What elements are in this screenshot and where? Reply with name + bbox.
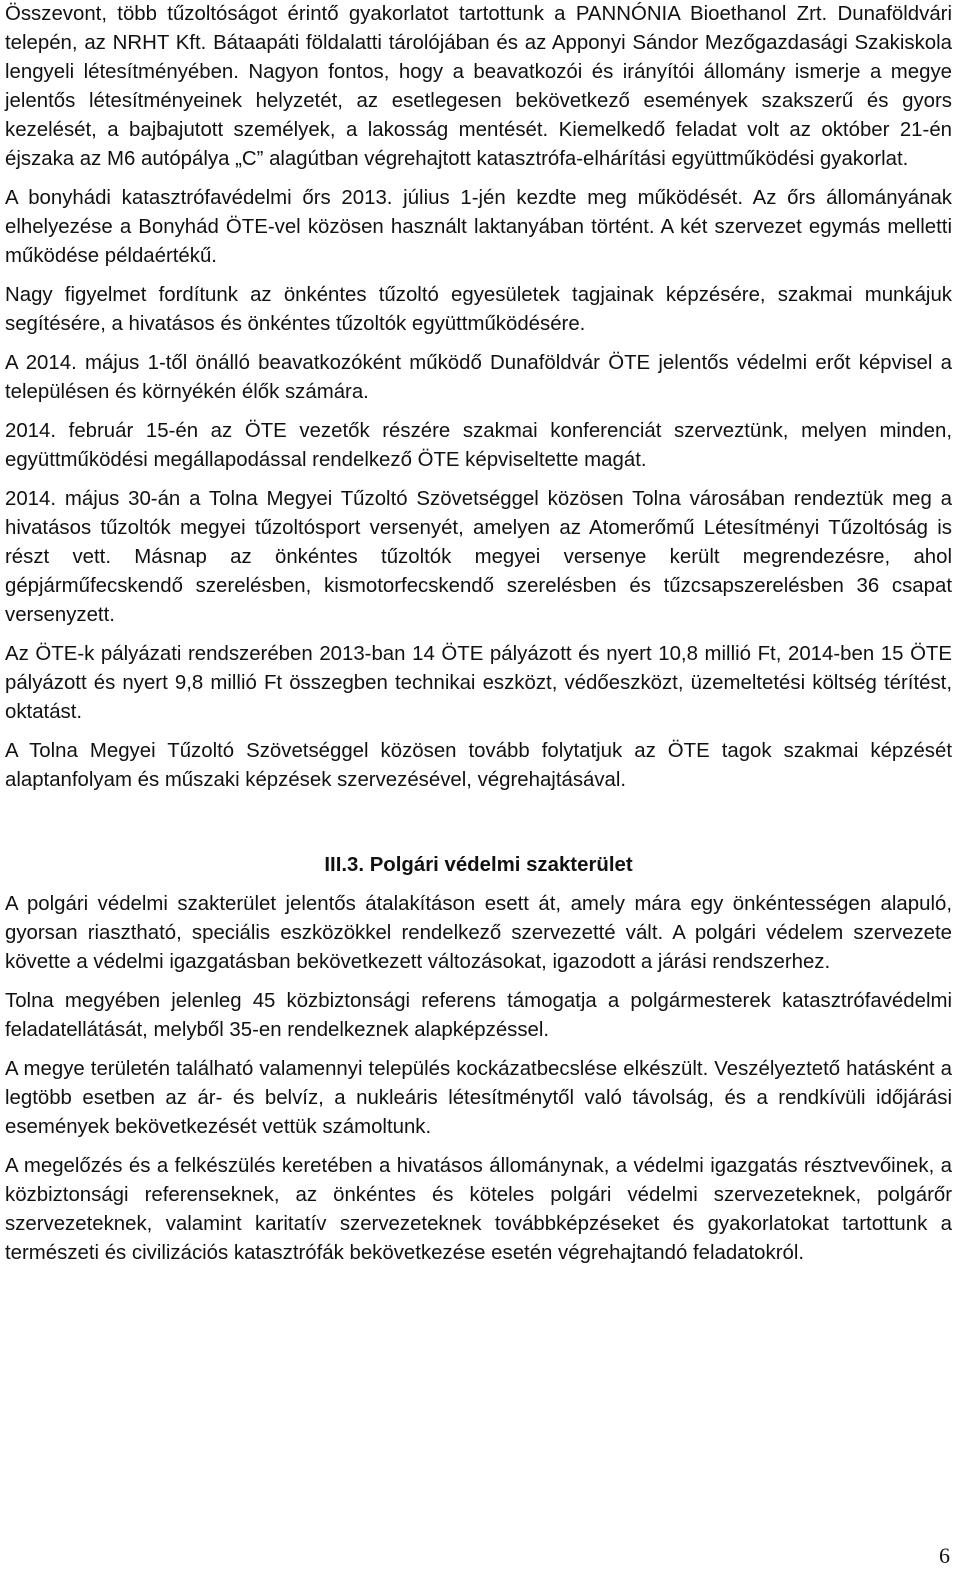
paragraph-ote-conference: 2014. február 15-én az ÖTE vezetők részére szakmai konferenciát szerveztünk, melyen minden, együttműködési megállapodással rendelkező ÖTE képviseltette magát.: [5, 420, 952, 471]
document-page: [5, 0, 952, 1268]
paragraph-risk-assessment: A megye területén található valamennyi település kockázatbecslése elkészült. Veszélyeztető hatásként a legtöbb esetben az ár- és belvíz, a nukleáris létesítménytől való távolság, és a rendkívüli időjárási események bekövetkezését vettük számoltunk.: [5, 1058, 952, 1138]
paragraph-ote-grants: Az ÖTE-k pályázati rendszerében 2013-ban 14 ÖTE pályázott és nyert 10,8 millió Ft, 2014-ben 15 ÖTE pályázott és nyert 9,8 millió Ft összegben technikai eszközt, védőeszközt, üzemeltetési költség térítést, oktatást.: [5, 643, 952, 723]
paragraph-dunafoldvar-ote: A 2014. május 1-től önálló beavatkozóként működő Dunaföldvár ÖTE jelentős védelmi erőt képvisel a településen és környékén élők számára.: [5, 352, 952, 403]
section-heading: III.3. Polgári védelmi szakterület: [324, 854, 633, 876]
paragraph-volunteer-training: Nagy figyelmet fordítunk az önkéntes tűzoltó egyesületek tagjainak képzésére, szakmai munkájuk segítésére, a hivatásos és önkéntes tűzoltók együttműködésére.: [5, 284, 952, 335]
paragraph-ote-training: A Tolna Megyei Tűzoltó Szövetséggel közösen tovább folytatjuk az ÖTE tagok szakmai képzését alaptanfolyam és műszaki képzések szervezésével, végrehajtásával.: [5, 740, 952, 791]
paragraph-exercises: Összevont, több tűzoltóságot érintő gyakorlatot tartottunk a PANNÓNIA Bioethanol Zrt. Dunaföldvári telepén, az NRHT Kft. Bátaapáti földalatti tárolójában és az Apponyi Sándor Mezőgazdasági Szakiskola lengyeli létesítményében. Nagyon fontos, hogy a beavatkozói és irányítói állomány ismerje a megye jelentős létesítményeinek helyzetét, az esetlegesen bekövetkező események szakszerű és gyors kezelését, a bajbajutott személyek, a lakosság mentését. Kiemelkedő feladat volt az október 21-én éjszaka az M6 autópálya „C” alagútban végrehajtott katasztrófa-elhárítási együttműködési gyakorlat.: [5, 3, 952, 170]
paragraph-prevention-training: A megelőzés és a felkészülés keretében a hivatásos állománynak, a védelmi igazgatás résztvevőinek, a közbiztonsági referenseknek, az önkéntes és köteles polgári védelmi szervezeteknek, polgárőr szervezeteknek, valamint karitatív szervezeteknek továbbképzéseket és gyakorlatokat tartottunk a természeti és civilizációs katasztrófák bekövetkezése esetén végrehajtandó feladatokról.: [5, 1155, 952, 1264]
paragraph-bonyhad-station: A bonyhádi katasztrófavédelmi őrs 2013. július 1-jén kezdte meg működését. Az őrs állományának elhelyezése a Bonyhád ÖTE-vel közösen használt laktanyában történt. A két szervezet egymás melletti működése példaértékű.: [5, 187, 952, 267]
paragraph-civil-defense-restructuring: A polgári védelmi szakterület jelentős átalakításon esett át, amely mára egy önkéntességen alapuló, gyorsan riasztható, speciális eszközökkel rendelkező szervezetté vált. A polgári védelem szervezete követte a védelmi igazgatásban bekövetkezett változásokat, igazodott a járási rendszerhez.: [5, 893, 952, 973]
page-number: 6: [939, 1543, 950, 1568]
paragraph-safety-referents: Tolna megyében jelenleg 45 közbiztonsági referens támogatja a polgármesterek katasztrófavédelmi feladatellátását, melyből 35-en rendelkeznek alapképzéssel.: [5, 990, 952, 1041]
paragraph-firefighter-competition: 2014. május 30-án a Tolna Megyei Tűzoltó Szövetséggel közösen Tolna városában rendeztük meg a hivatásos tűzoltók megyei tűzoltósport versenyét, amelyen az Atomerőmű Létesítményi Tűzoltóság is részt vett. Másnap az önkéntes tűzoltók megyei versenye került megrendezésre, ahol gépjárműfecskendő szerelésben, kismotorfecskendő szerelésben és tűzcsapszerelésben 36 csapat versenyzett.: [5, 488, 952, 626]
